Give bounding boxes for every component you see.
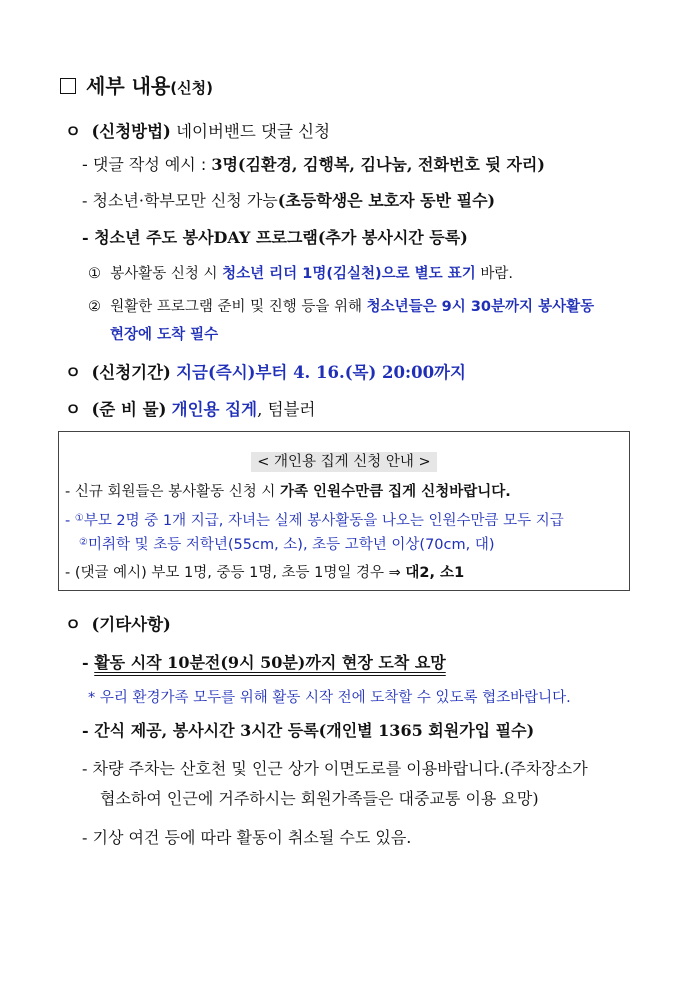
method-eligibility: - 청소년·학부모만 신청 가능(초등학생은 보호자 동반 필수) bbox=[82, 191, 496, 210]
bullet-icon: ㅇ bbox=[65, 363, 81, 382]
method-sub-2-cont: 현장에 도착 필수 bbox=[110, 327, 219, 343]
checkbox-square-icon bbox=[60, 78, 76, 94]
method-youth-program: - 청소년 주도 봉사DAY 프로그램(추가 봉사시간 등록) bbox=[82, 228, 468, 247]
notice-row-1: - 신규 회원들은 봉사활동 신청 시 가족 인원수만큼 집게 신청바랍니다. bbox=[65, 484, 511, 500]
bullet-icon: ㅇ bbox=[65, 400, 81, 419]
bullet-icon: ㅇ bbox=[65, 615, 81, 634]
notice-box bbox=[58, 431, 630, 591]
notice-heading: < 개인용 집게 신청 안내 > bbox=[59, 450, 629, 471]
method-sub-2: ② 원활한 프로그램 준비 및 진행 등을 위해 청소년들은 9시 30분까지 봉사활동 bbox=[88, 299, 595, 315]
etc-arrival: - 활동 시작 10분전(9시 50분)까지 현장 도착 요망 bbox=[82, 653, 446, 672]
prep-line: ㅇ (준 비 물) 개인용 집게, 텀블러 bbox=[65, 400, 316, 419]
etc-note: * 우리 환경가족 모두를 위해 활동 시작 전에 도착할 수 있도록 협조바랍니다. bbox=[88, 690, 571, 706]
period-line: ㅇ (신청기간) 지금(즉시)부터 4. 16.(목) 20:00까지 bbox=[65, 363, 466, 382]
method-line: ㅇ (신청방법) 네이버밴드 댓글 신청 bbox=[65, 122, 331, 141]
section-title: 세부 내용(신청) bbox=[60, 70, 213, 99]
etc-snack: - 간식 제공, 봉사시간 3시간 등록(개인별 1365 회원가입 필수) bbox=[82, 721, 535, 740]
notice-row-2: - ①부모 2명 중 1개 지급, 자녀는 실제 봉사활동을 나오는 인원수만큼 모두 지급 bbox=[65, 513, 564, 529]
notice-row-3: ②미취학 및 초등 저학년(55cm, 소), 초등 고학년 이상(70cm, 대) bbox=[79, 537, 495, 553]
etc-parking: - 차량 주차는 산호천 및 인근 상가 이면도로를 이용바랍니다.(주차장소가 bbox=[82, 759, 588, 778]
method-sub-1: ① 봉사활동 신청 시 청소년 리더 1명(김실천)으로 별도 표기 바람. bbox=[88, 266, 513, 282]
notice-row-4: - (댓글 예시) 부모 1명, 중등 1명, 초등 1명일 경우 ⇒ 대2, 소1 bbox=[65, 565, 465, 581]
etc-parking-cont: 협소하여 인근에 거주하시는 회원가족들은 대중교통 이용 요망) bbox=[100, 789, 539, 808]
etc-line: ㅇ (기타사항) bbox=[65, 615, 171, 634]
etc-weather: - 기상 여건 등에 따라 활동이 취소될 수도 있음. bbox=[82, 828, 412, 847]
method-example: - 댓글 작성 예시 : 3명(김환경, 김행복, 김나눔, 전화번호 뒷 자리) bbox=[82, 155, 545, 174]
bullet-icon: ㅇ bbox=[65, 122, 81, 141]
